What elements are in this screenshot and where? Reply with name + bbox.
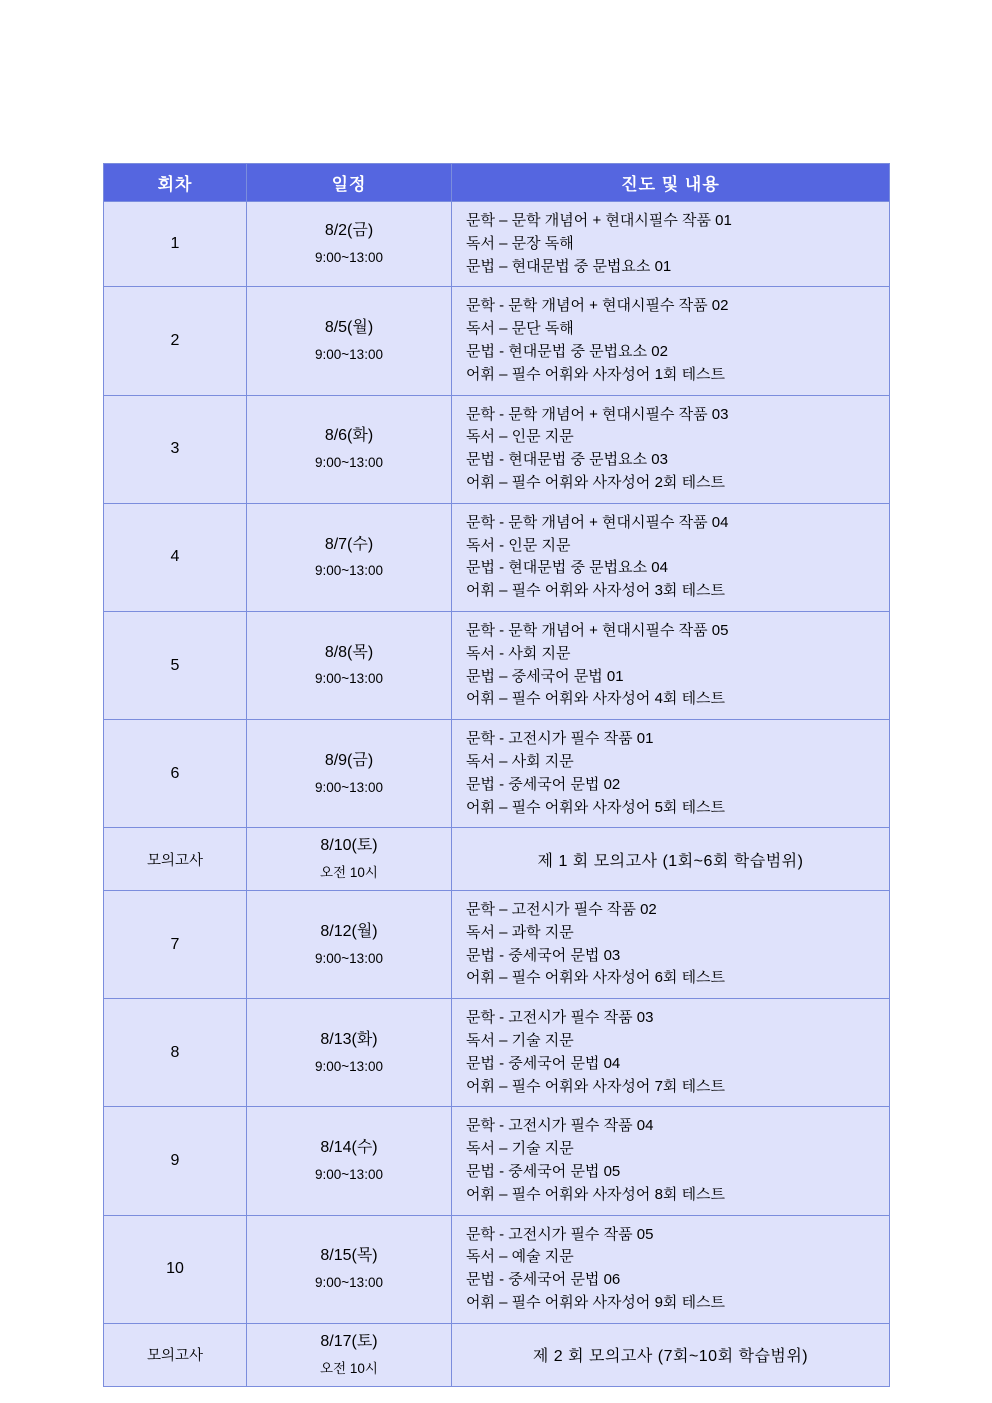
- date-text: 8/7(수): [324, 535, 374, 553]
- cell-round: 모의고사: [104, 828, 247, 891]
- table-row: [104, 503, 890, 611]
- cell-round: 모의고사: [104, 1323, 247, 1386]
- cell-date: [247, 503, 452, 611]
- cell-content: [452, 1215, 890, 1323]
- date-text: 8/13(화): [320, 1030, 378, 1048]
- table-row: [104, 1323, 890, 1386]
- cell-content: [452, 891, 890, 999]
- schedule-table: [103, 163, 890, 1387]
- content-line: 문학 – 문학 개념어 + 현대시필수 작품 01: [466, 212, 732, 229]
- content-line: 어휘 – 필수 어휘와 사자성어 9회 테스트: [466, 1294, 726, 1311]
- cell-date: [247, 1323, 452, 1386]
- content-line: 문학 - 문학 개념어 + 현대시필수 작품 03: [466, 405, 729, 423]
- content-line: 독서 – 인문 지문: [466, 428, 574, 446]
- content-line: 문법 - 현대문법 중 문법요소 02: [466, 342, 668, 360]
- date-text: 8/5(월): [324, 319, 374, 337]
- table-header-row: [104, 164, 890, 202]
- content-line: 어휘 – 필수 어휘와 사자성어 8회 테스트: [466, 1185, 726, 1203]
- time-text: 9:00~13:00: [315, 346, 383, 362]
- content-line: 독서 – 문장 독해: [466, 234, 574, 252]
- cell-round: 6: [104, 720, 247, 828]
- date-text: 8/9(금): [324, 751, 374, 769]
- time-text: 9:00~13:00: [315, 250, 383, 266]
- date-text: 8/14(수): [320, 1139, 378, 1157]
- content-line: 문학 - 고전시가 필수 작품 01: [466, 730, 654, 748]
- cell-date: [247, 1215, 452, 1323]
- cell-date: [247, 611, 452, 719]
- column-header-round: 회차: [104, 164, 247, 202]
- cell-content: [452, 1107, 890, 1215]
- cell-round: 5: [104, 611, 247, 719]
- content-line: 문학 - 문학 개념어 + 현대시필수 작품 05: [466, 621, 729, 639]
- time-text: 9:00~13:00: [315, 1275, 383, 1291]
- content-line: 문법 – 현대문법 중 문법요소 01: [466, 257, 672, 275]
- content-line: 독서 – 과학 지문: [466, 923, 574, 941]
- date-text: 8/8(목): [324, 643, 374, 661]
- time-text: 9:00~13:00: [315, 455, 383, 471]
- content-line: 문법 – 중세국어 문법 01: [466, 667, 624, 685]
- content-line: 어휘 – 필수 어휘와 사자성어 5회 테스트: [466, 798, 726, 816]
- cell-date: [247, 1107, 452, 1215]
- content-line: 독서 – 기술 지문: [466, 1140, 574, 1158]
- column-header-date: 일정: [247, 164, 452, 202]
- content-line: 어휘 – 필수 어휘와 사자성어 6회 테스트: [466, 969, 726, 987]
- content-line: 문학 - 문학 개념어 + 현대시필수 작품 04: [466, 513, 729, 531]
- table-row: [104, 1107, 890, 1215]
- table-row: [104, 395, 890, 503]
- content-line: 문학 – 고전시가 필수 작품 02: [466, 901, 657, 919]
- cell-content: [452, 287, 890, 395]
- cell-date: [247, 720, 452, 828]
- content-line: 어휘 – 필수 어휘와 사자성어 7회 테스트: [466, 1077, 726, 1095]
- time-text: 9:00~13:00: [315, 1058, 383, 1074]
- cell-round: 4: [104, 503, 247, 611]
- content-line: 문학 - 고전시가 필수 작품 05: [466, 1225, 654, 1243]
- cell-date: [247, 395, 452, 503]
- content-line: 문학 - 고전시가 필수 작품 03: [466, 1009, 654, 1027]
- table-row: [104, 1215, 890, 1323]
- table-body: [104, 202, 890, 1387]
- cell-content: [452, 503, 890, 611]
- cell-content: [452, 202, 890, 287]
- table-row: [104, 287, 890, 395]
- date-text: 8/10(토): [320, 837, 378, 855]
- content-line: 문법 - 중세국어 문법 02: [466, 775, 621, 793]
- cell-content: [452, 611, 890, 719]
- date-text: 8/2(금): [324, 222, 374, 240]
- table-row: [104, 720, 890, 828]
- content-line: 문법 - 중세국어 문법 05: [466, 1163, 621, 1181]
- content-line: 어휘 – 필수 어휘와 사자성어 1회 테스트: [466, 365, 726, 383]
- content-line: 독서 - 인문 지문: [466, 536, 571, 554]
- cell-exam-content: 제 2 회 모의고사 (7회~10회 학습범위): [452, 1323, 890, 1386]
- date-text: 8/12(월): [320, 922, 378, 940]
- content-line: 독서 – 사회 지문: [466, 752, 574, 770]
- content-line: 문학 - 문학 개념어 + 현대시필수 작품 02: [466, 297, 729, 315]
- time-text: 9:00~13:00: [315, 671, 383, 687]
- time-text: 9:00~13:00: [315, 563, 383, 579]
- date-text: 8/15(목): [320, 1247, 378, 1265]
- cell-date: [247, 999, 452, 1107]
- table-row: [104, 202, 890, 287]
- cell-round: 2: [104, 287, 247, 395]
- cell-date: [247, 828, 452, 891]
- cell-content: [452, 999, 890, 1107]
- content-line: 어휘 – 필수 어휘와 사자성어 3회 테스트: [466, 582, 726, 600]
- content-line: 문법 - 현대문법 중 문법요소 04: [466, 559, 668, 577]
- cell-exam-content: 제 1 회 모의고사 (1회~6회 학습범위): [452, 828, 890, 891]
- table-header: [104, 164, 890, 202]
- cell-date: [247, 891, 452, 999]
- content-line: 문법 - 중세국어 문법 06: [466, 1271, 621, 1289]
- cell-date: [247, 202, 452, 287]
- content-line: 어휘 – 필수 어휘와 사자성어 2회 테스트: [466, 473, 726, 491]
- time-text: 9:00~13:00: [315, 1166, 383, 1182]
- content-line: 문법 - 중세국어 문법 04: [466, 1054, 621, 1072]
- content-line: 독서 – 문단 독해: [466, 320, 574, 338]
- time-text: 9:00~13:00: [315, 779, 383, 795]
- cell-round: 8: [104, 999, 247, 1107]
- date-text: 8/6(화): [324, 427, 374, 445]
- time-text: 오전 10시: [320, 865, 378, 881]
- table-row: [104, 891, 890, 999]
- cell-content: [452, 720, 890, 828]
- cell-round: 9: [104, 1107, 247, 1215]
- column-header-content: 진도 및 내용: [452, 164, 890, 202]
- content-line: 문법 - 중세국어 문법 03: [466, 946, 621, 964]
- time-text: 오전 10시: [320, 1360, 378, 1376]
- cell-round: 3: [104, 395, 247, 503]
- cell-round: 7: [104, 891, 247, 999]
- content-line: 문학 - 고전시가 필수 작품 04: [466, 1117, 654, 1135]
- content-line: 어휘 – 필수 어휘와 사자성어 4회 테스트: [466, 690, 726, 708]
- cell-round: 1: [104, 202, 247, 287]
- content-line: 독서 - 사회 지문: [466, 644, 571, 662]
- content-line: 독서 – 기술 지문: [466, 1032, 574, 1050]
- content-line: 독서 – 예술 지문: [466, 1248, 574, 1266]
- date-text: 8/17(토): [320, 1332, 378, 1350]
- table-row: [104, 828, 890, 891]
- time-text: 9:00~13:00: [315, 950, 383, 966]
- table-row: [104, 611, 890, 719]
- content-line: 문법 - 현대문법 중 문법요소 03: [466, 451, 668, 469]
- cell-content: [452, 395, 890, 503]
- cell-round: 10: [104, 1215, 247, 1323]
- cell-date: [247, 287, 452, 395]
- table-row: [104, 999, 890, 1107]
